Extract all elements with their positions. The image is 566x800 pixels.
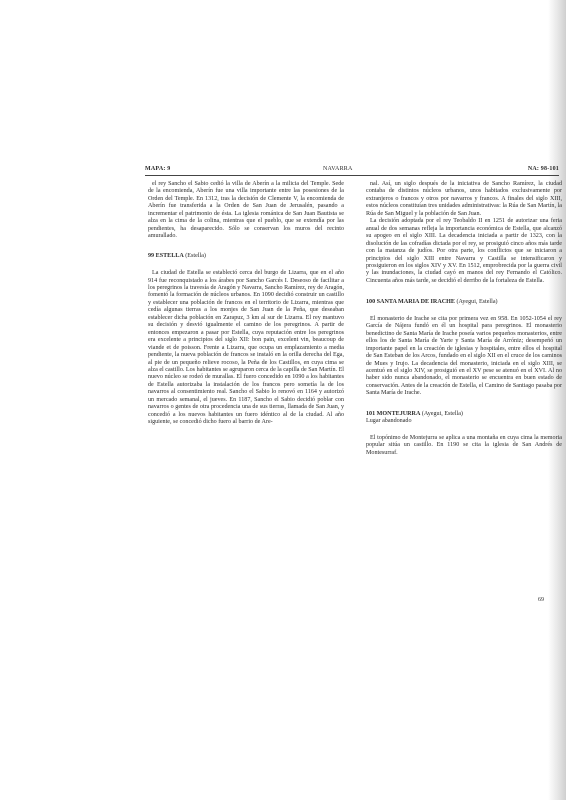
entry-101-subtitle: Lugar abandonado xyxy=(366,418,412,425)
entry-title: MONTEJURRA xyxy=(376,410,421,417)
entry-number: 101 xyxy=(366,410,376,417)
entry-100-body: El monasterio de Irache se cita por primera vez en 958. En 1052-1054 el rey García de Nájera fundó en él un hospital para peregrinos. El monasterio benedictino de Santa María de Irache poseía varios pequeños monasterios, entre ellos los de Santa María de Yarte y Santa María de Arróniz; desempeñó un importante papel en la creación de iglesias y hospitales, entre ellos el hospital de San Esteban de los Arcos, fundado en el siglo XII en el cruce de los caminos de Mues y Irujo. La decadencia del monasterio, iniciada en el siglo XIII, se acentuó en el siglo XIV, se prosiguió en el XV pese se atenuó en el XVI. Al no haber sido nunca abandonado, el monasterio se encuentra en buen estado de conservación. Antes de la creación de Estella, el Camino de Santiago pasaba por Santa María de Irache. xyxy=(366,315,562,397)
page-number: 69 xyxy=(538,597,544,603)
aberin-continuation: el rey Sancho el Sabio cedió la villa de Aberín a la milicia del Temple. Sede de la encomienda, Aberín fue una villa importante entre las posesiones de la Orden del Temple. En 1312, tras la decisión de Clemente V, la encomienda de Aberín fue transferida a la Orden de San Juan de Jerusalén, pasando a incrementar el patrimonio de ésta. La iglesia románica de San Juan Bautista se alza en la cima de la colina, mientras que el pueblo, que se extendía por las pendientes, ha desaparecido. Sólo se conservan los muros del recinto amurallado. xyxy=(148,181,344,240)
left-column xyxy=(148,181,344,427)
entry-99-heading xyxy=(148,253,344,260)
entry-place: (Ayegui, Estella) xyxy=(456,299,498,306)
entry-place: (Estella) xyxy=(185,252,206,259)
entry-101-heading xyxy=(366,411,562,418)
entry-title: SANTA MARIA DE IRACHE xyxy=(376,299,455,306)
region-name: NAVARRA xyxy=(323,166,353,172)
right-column xyxy=(366,181,562,457)
map-reference: MAPA: 9 xyxy=(145,166,171,172)
entry-100-heading xyxy=(366,299,562,306)
estella-decline-paragraph: La decisión adoptada por el rey Teobaldo II en 1251 de autorizar una feria anual de dos semanas refleja la importancia económica de Estella, que alcanzó su apogeo en el siglo XIII. La decadencia iniciada a partir de 1323, con la disolución de las cofradías dictada por el rey, se prosiguió cinco años más tarde con la matanza de judíos. Por otra parte, los conflictos que se iniciaron a principios del siglo XIII entre Navarra y Castilla se intensificaron y prosiguieron en los siglos XIV y XV. En 1512, emprobrecida por la guerra civil y las inundaciones, la ciudad cayó en manos del rey Fernando el Católico. Cincuenta años más tarde, se decidió el derribo de la fortaleza de Estella. xyxy=(366,218,562,284)
entry-number: 100 xyxy=(366,299,376,306)
entry-99-body: La ciudad de Estella se estableció cerca del burgo de Lizarra, que en el año 914 fue reconquistado a los árabes por Sancho Garcés I. Deseoso de facilitar a los peregrinos la travesía de Aragón y Navarra, Sancho Ramírez, rey de Aragón, fomentó la formación de núcleos urbanos. En 1090 decidió construir un castillo y establecer una población de francos en el territorio de Lizarra, mientras que cedía algunas tierras a los monjes de San Juan de la Peña, que deseaban establecer dicha población en Zarapuz, 3 km al sur de Lizarra. El rey mantuvo su decisión y desvió igualmente el camino de los peregrinos. A partir de entonces empezaron a pasar por Estella, cuya reputación entre los peregrinos era excelente a principios del siglo XII: bon pain, excelent vin, beaucoup de viande et de poisson. Frente a Lizarra, que ocupa un emplazamiento a media pendiente, la nueva población de francos se instaló en la orilla derecha del Ega, al pie de un pequeño relieve rocoso, la Peña de los Castillos, en cuya cima se alza el castillo. Los habitantes se agruparon cerca de la capilla de San Martín. El nuevo núcleo se rodeó de murallas. El fuero concedido en 1090 a los habitantes de Estella autorizaba la instalación de los francos pero sometía la de los navarros al consentimiento real. Sancho el Sabio lo renovó en 1164 y autorizó un mercado semanal, el jueves. En 1187, Sancho el Sabio decidió poblar con navarros o gentes de otra procedencia una de sus tierras, llamada de San Juan, y concedió a los nuevos habitantes un fuero idéntico al de la ciudad. Al año siguiente, se concedió dicho fuero al barrio de Are- xyxy=(148,270,344,426)
header-rule xyxy=(145,175,559,176)
entry-101-body: El topónimo de Montejurra se aplica a una montaña en cuya cima la memoria popular sitúa un castillo. En 1190 se cita la iglesia de San Andrés de Montesurraf. xyxy=(366,434,562,456)
entry-range: NA: 98-101 xyxy=(527,166,559,172)
running-head xyxy=(145,165,559,174)
entry-title: ESTELLA xyxy=(155,252,184,259)
entry-place: (Ayegui, Estella) xyxy=(421,410,463,417)
entry-number: 99 xyxy=(148,252,155,259)
estella-continuation: nal. Así, un siglo después de la iniciativa de Sancho Ramírez, la ciudad contaba de distintos núcleos urbanos, unos habitados exclusivamente por extranjeros o francos y otros por navarros y francos. A finales del siglo XIII, estos núcleos constituían tres unidades administrativas: la Rúa de San Martín, la Rúa de San Miguel y la población de San Juan. xyxy=(366,181,562,217)
